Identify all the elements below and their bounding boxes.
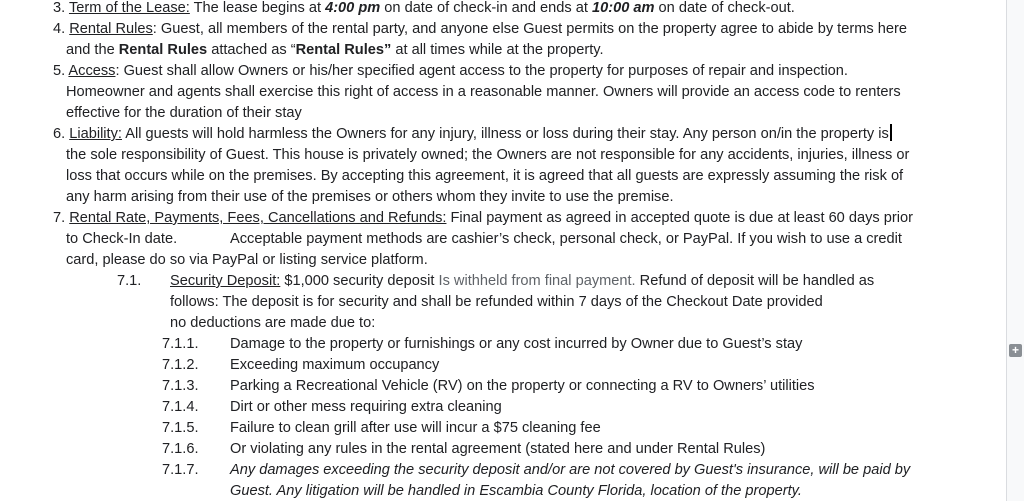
item-6-line-4: any harm arising from their use of the premises or others whom they invite to use the premise. — [66, 189, 674, 205]
item-7-line-2b: Acceptable payment methods are cashier’s check, personal check, or PayPal. If you wish to use a credit — [230, 231, 902, 247]
item-4-line-2: and the Rental Rules attached as “Rental Rules” at all times while at the property. — [66, 42, 604, 58]
item-3-title: Term of the Lease: — [68, 0, 190, 16]
item-6-line-2: the sole responsibility of Guest. This house is privately owned; the Owners are not responsible for any accidents, injuries, illness or — [66, 147, 910, 163]
sub-item-text: Parking a Recreational Vehicle (RV) on the property or connecting a RV to Owners’ utilities — [230, 378, 815, 394]
item-7-line-2a: to Check-In date. — [66, 231, 178, 247]
item-6-title: Liability: — [69, 126, 122, 142]
item-7-1-line-3: no deductions are made due to: — [170, 315, 376, 331]
item-7-1-line-1: Security Deposit: $1,000 security deposit Is withheld from final payment. Refund of deposit will be handled as — [170, 273, 875, 289]
item-5-title: Access — [68, 63, 116, 79]
sub-item-number: 7.1.7. — [162, 462, 199, 478]
item-3-line-1: 3. Term of the Lease: The lease begins at 4:00 pm on date of check-in and ends at 10:00 am on date of check-out. — [53, 0, 795, 16]
sub-item-number: 7.1.6. — [162, 441, 199, 457]
sub-item-7-1-7-line-2: Guest. Any litigation will be handled in Escambia County Florida, location of the property. — [230, 483, 802, 499]
sub-item-text: Or violating any rules in the rental agreement (stated here and under Rental Rules) — [230, 441, 766, 457]
sub-item-number: 7.1.2. — [162, 357, 199, 373]
sub-item-text: Dirt or other mess requiring extra cleaning — [230, 399, 502, 415]
item-5-line-2: Homeowner and agents shall exercise this right of access in a reasonable manner. Owners will provide an access code to renters — [66, 84, 901, 100]
item-6-line-1: 6. Liability: All guests will hold harmless the Owners for any injury, illness or loss during their stay. Any person on/in the property is — [53, 124, 892, 145]
item-7-line-1: 7. Rental Rate, Payments, Fees, Cancellations and Refunds: Final payment as agreed in accepted quote is due at least 60 days prior — [53, 210, 913, 226]
item-7-line-3: card, please do so via PayPal or listing service platform. — [66, 252, 428, 268]
item-7-1-line-2: follows: The deposit is for security and shall be refunded within 7 days of the Checkout Date provided — [170, 294, 823, 310]
sub-item-text: Exceeding maximum occupancy — [230, 357, 440, 373]
item-3-number: 3. — [53, 0, 66, 16]
sub-item-number: 7.1.5. — [162, 420, 199, 436]
sub-item-number: 7.1.3. — [162, 378, 199, 394]
item-7-number: 7. — [53, 210, 66, 226]
item-4-title: Rental Rules — [69, 21, 153, 37]
item-4-number: 4. — [53, 21, 66, 37]
sub-item-text: Any damages exceeding the security deposit and/or are not covered by Guest's insurance, will be paid by — [230, 462, 911, 478]
add-comment-button[interactable] — [1009, 344, 1022, 357]
item-4-line-1: 4. Rental Rules: Guest, all members of the rental party, and anyone else Guest permits on the property agree to abide by terms here — [53, 21, 907, 37]
item-6-number: 6. — [53, 126, 66, 142]
item-7-1-title: Security Deposit: — [170, 273, 281, 289]
item-7-title: Rental Rate, Payments, Fees, Cancellations and Refunds: — [69, 210, 447, 226]
plus-icon: + — [1011, 343, 1019, 357]
checkout-time: 10:00 am — [592, 0, 655, 16]
checkin-time: 4:00 pm — [325, 0, 381, 16]
item-5-line-3: effective for the duration of their stay — [66, 105, 302, 121]
item-7-1-number: 7.1. — [117, 273, 142, 289]
text-cursor — [890, 124, 892, 141]
sub-item-number: 7.1.4. — [162, 399, 199, 415]
item-5-line-1: 5. Access: Guest shall allow Owners or his/her specified agent access to the property for purposes of repair and inspection. — [53, 63, 848, 79]
sub-item-number: 7.1.1. — [162, 336, 199, 352]
item-5-number: 5. — [53, 63, 66, 79]
item-6-line-3: loss that occurs while on the premises. By accepting this agreement, it is agreed that all guests are expressly assuming the risk of — [66, 168, 904, 184]
sub-item-text: Failure to clean grill after use will incur a $75 cleaning fee — [230, 420, 601, 436]
sub-item-text: Damage to the property or furnishings or any cost incurred by Owner due to Guest’s stay — [230, 336, 803, 352]
